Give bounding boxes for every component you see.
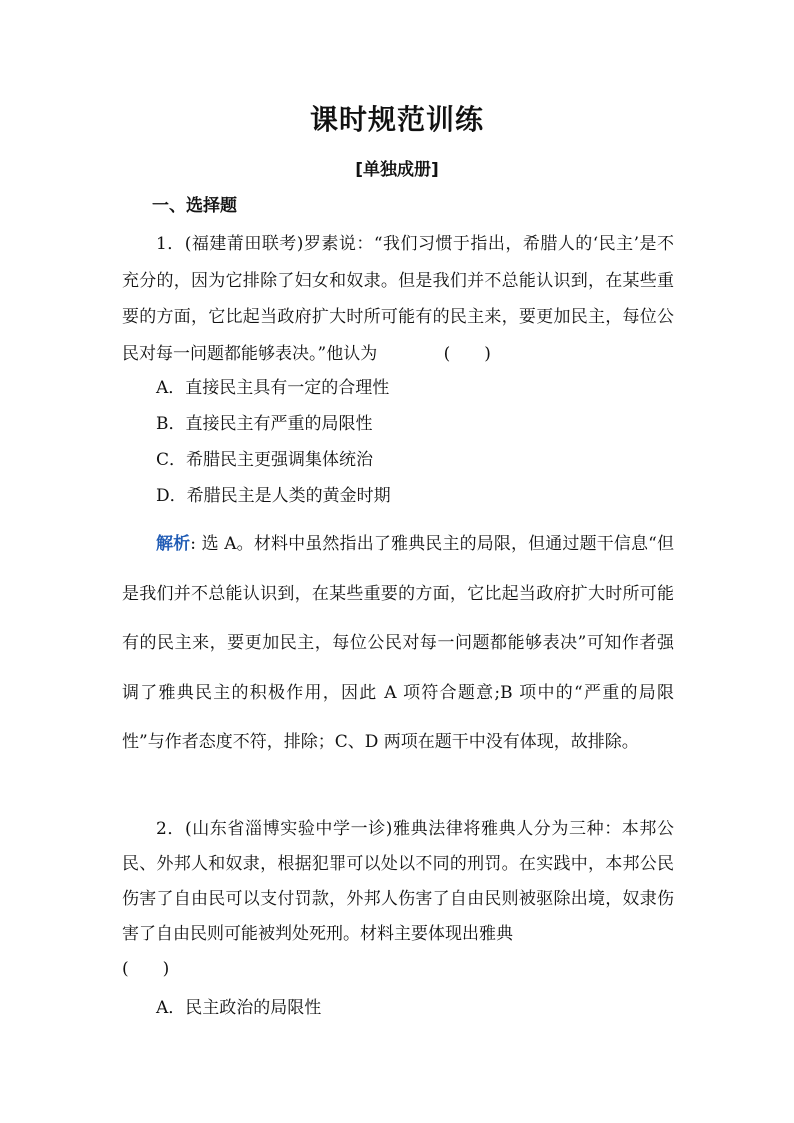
question-1-option-a: A．直接民主具有一定的合理性 (156, 378, 390, 398)
question-2-text: 2．(山东省淄博实验中学一诊)雅典法律将雅典人分为三种：本邦公民、外邦人和奴隶，根据犯罪可以处以不同的刑罚。在实践中，本邦公民伤害了自由民可以支付罚款，外邦人伤害了自由民则被驱除出境，奴隶伤害了自由民则可能被判处死刑。材料主要体现出雅典 (122, 819, 674, 944)
analysis-text: : 选 A。材料中虽然指出了雅典民主的局限，但通过题干信息“但是我们并不总能认识到，在某些重要的方面，它比起当政府扩大时所可能有的民主来，要更加民主，每位公民对每一问题都能够表决”可知作者强调了雅典民主的积极作用，因此 A 项符合题意;B 项中的“严重的局限性”与作者态度不符，排除；C、D 两项在题干中没有体现，故排除。 (122, 534, 674, 752)
question-2-answer-paren: ( ) (122, 959, 170, 979)
question-1-option-c: C．希腊民主更强调集体统治 (156, 450, 374, 470)
question-2-stem (122, 812, 674, 987)
question-1-stem (122, 226, 674, 372)
page-subtitle: [单独成册] (355, 160, 439, 180)
question-1-option-b: B．直接民主有严重的局限性 (156, 414, 373, 434)
analysis-label: 解析 (156, 534, 191, 554)
question-2-option-a: A．民主政治的局限性 (156, 998, 322, 1018)
question-1-answer-paren: ( ) (443, 343, 491, 364)
question-1-text: 1．(福建莆田联考)罗素说：“我们习惯于指出，希腊人的‘民主’是不充分的，因为它排除了妇女和奴隶。但是我们并不总能认识到，在某些重要的方面，它比起当政府扩大时所可能有的民主来，要更加民主，每位公民对每一问题都能够表决。”他认为 (122, 234, 674, 364)
question-1-option-d: D．希腊民主是人类的黄金时期 (156, 486, 391, 506)
section-heading: 一、选择题 (152, 196, 237, 216)
page-title: 课时规范训练 (309, 103, 484, 136)
question-1-analysis (122, 520, 674, 768)
